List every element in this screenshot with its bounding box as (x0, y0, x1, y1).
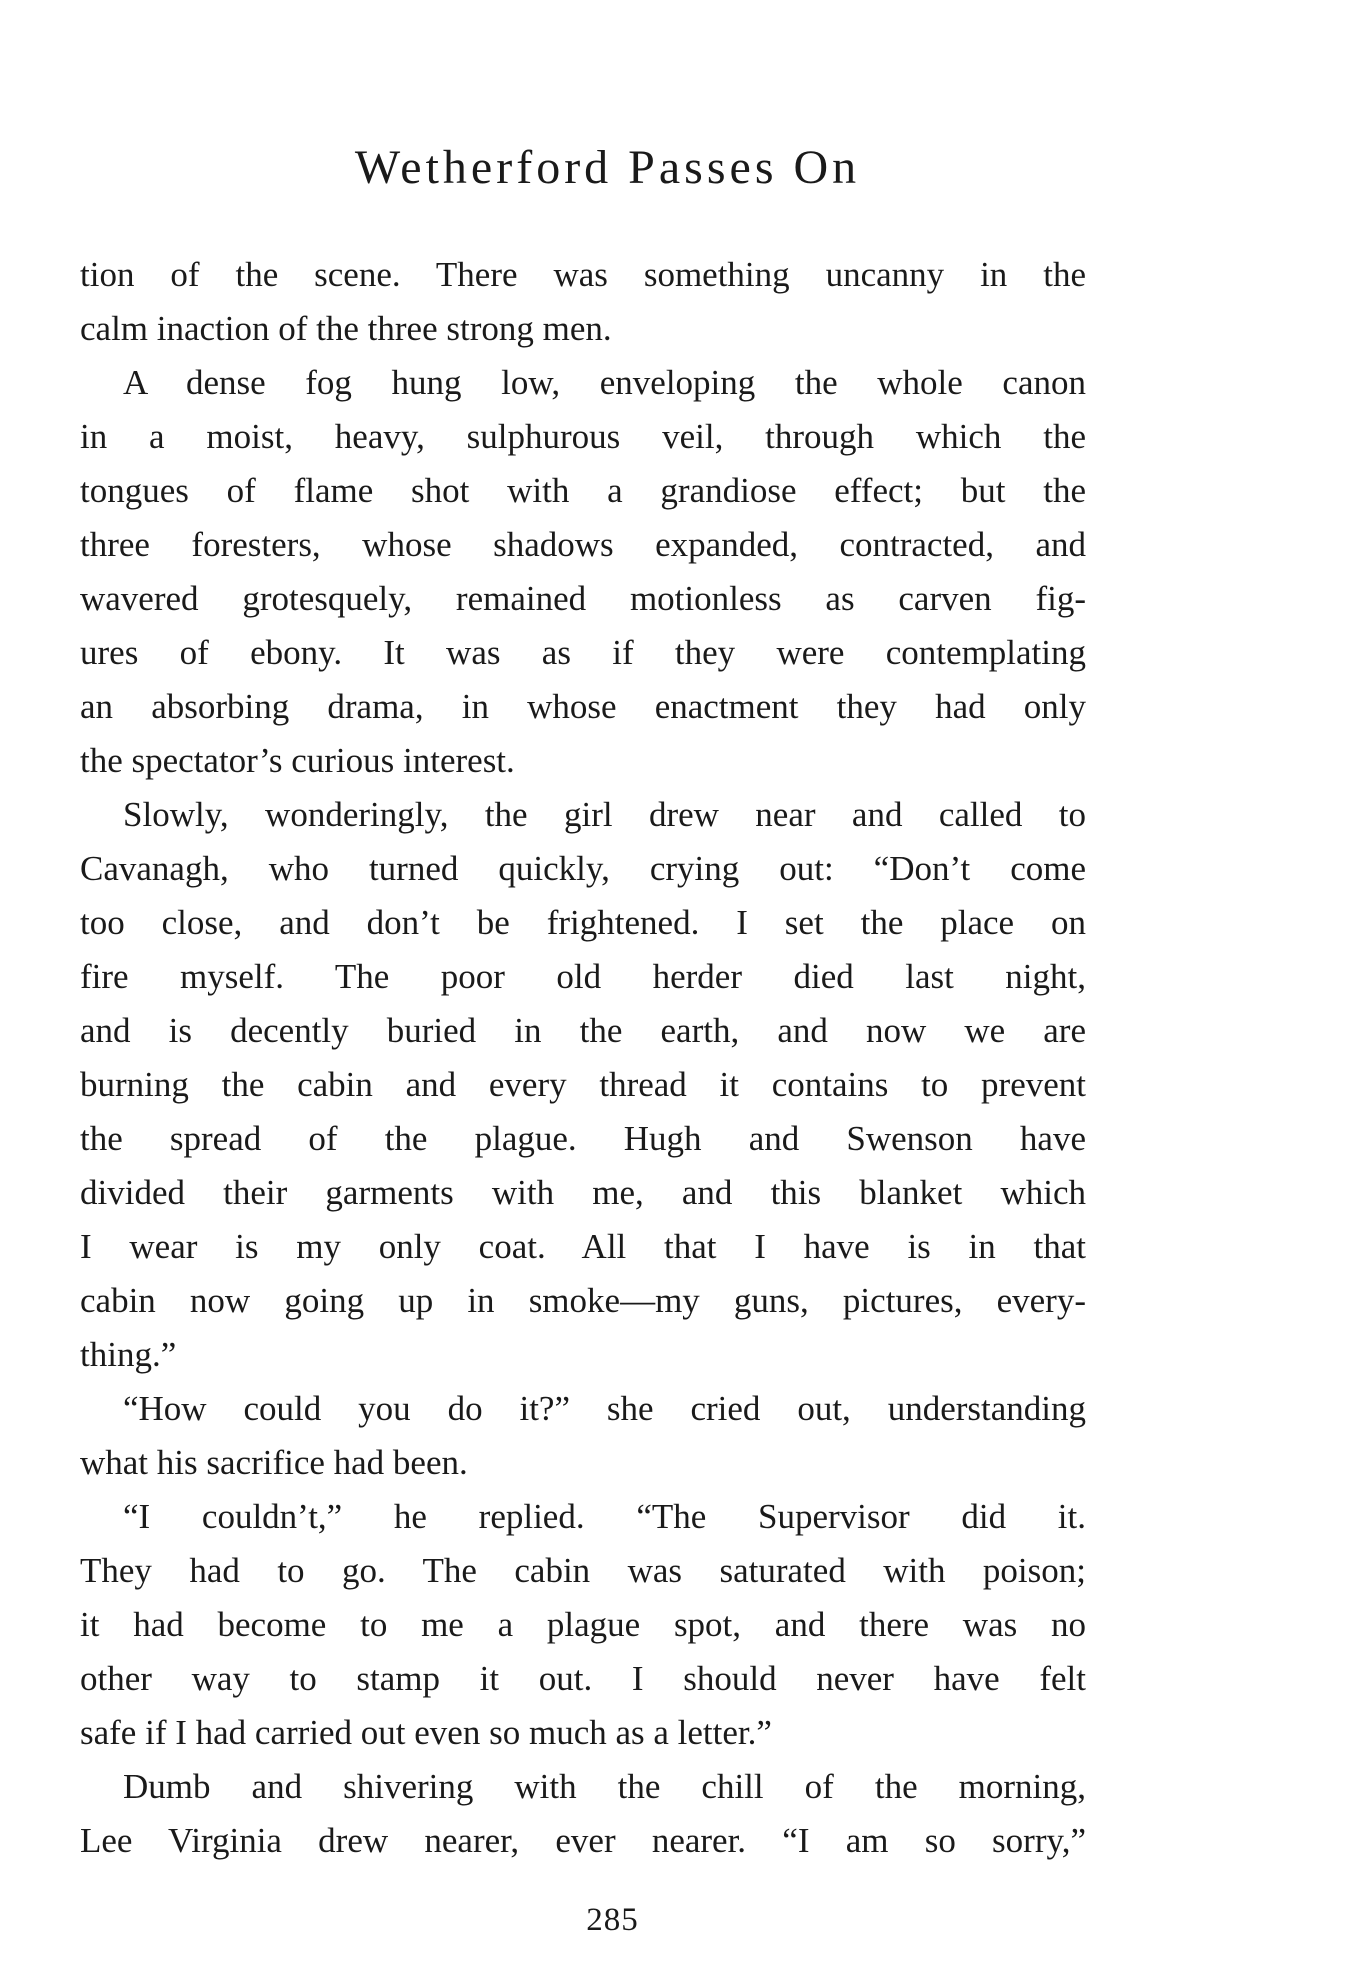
text-line: fire myself. The poor old herder died last night, (80, 957, 1086, 996)
text-line: three foresters, whose shadows expanded, contracted, and (80, 525, 1086, 564)
text-line: Dumb and shivering with the chill of the morning, (123, 1767, 1086, 1806)
text-line: I wear is my only coat. All that I have is in that (80, 1227, 1086, 1266)
text-line: cabin now going up in smoke—my guns, pictures, every- (80, 1281, 1086, 1320)
text-line: They had to go. The cabin was saturated with poison; (80, 1551, 1086, 1590)
body-text (80, 248, 1086, 1868)
text-line: A dense fog hung low, enveloping the whole canon (123, 363, 1086, 402)
text-line: safe if I had carried out even so much as a letter.” (80, 1713, 772, 1752)
text-line: in a moist, heavy, sulphurous veil, through which the (80, 417, 1086, 456)
text-line: it had become to me a plague spot, and there was no (80, 1605, 1086, 1644)
running-head: Wetherford Passes On (354, 141, 861, 194)
text-line: burning the cabin and every thread it contains to prevent (80, 1065, 1086, 1104)
text-line: ures of ebony. It was as if they were contemplating (80, 633, 1086, 672)
page-number: 285 (586, 1902, 639, 1938)
text-line: what his sacrifice had been. (80, 1443, 468, 1482)
text-line: the spread of the plague. Hugh and Swenson have (80, 1119, 1086, 1158)
text-line: the spectator’s curious interest. (80, 741, 515, 780)
text-line: Lee Virginia drew nearer, ever nearer. “I am so sorry,” (80, 1821, 1086, 1860)
text-line: other way to stamp it out. I should never have felt (80, 1659, 1086, 1698)
text-line: too close, and don’t be frightened. I set the place on (80, 903, 1086, 942)
text-line: thing.” (80, 1335, 177, 1374)
text-line: Cavanagh, who turned quickly, crying out: “Don’t come (80, 849, 1086, 888)
text-line: and is decently buried in the earth, and now we are (80, 1011, 1086, 1050)
text-line: wavered grotesquely, remained motionless as carven fig- (80, 579, 1086, 618)
text-line: Slowly, wonderingly, the girl drew near and called to (123, 795, 1086, 834)
text-line: calm inaction of the three strong men. (80, 309, 612, 348)
text-line: tion of the scene. There was something uncanny in the (80, 255, 1086, 294)
text-line: “I couldn’t,” he replied. “The Supervisor did it. (123, 1497, 1086, 1536)
text-line: divided their garments with me, and this blanket which (80, 1173, 1086, 1212)
text-line: “How could you do it?” she cried out, understanding (123, 1389, 1086, 1428)
text-line: tongues of flame shot with a grandiose effect; but the (80, 471, 1086, 510)
text-line: an absorbing drama, in whose enactment they had only (80, 687, 1086, 726)
